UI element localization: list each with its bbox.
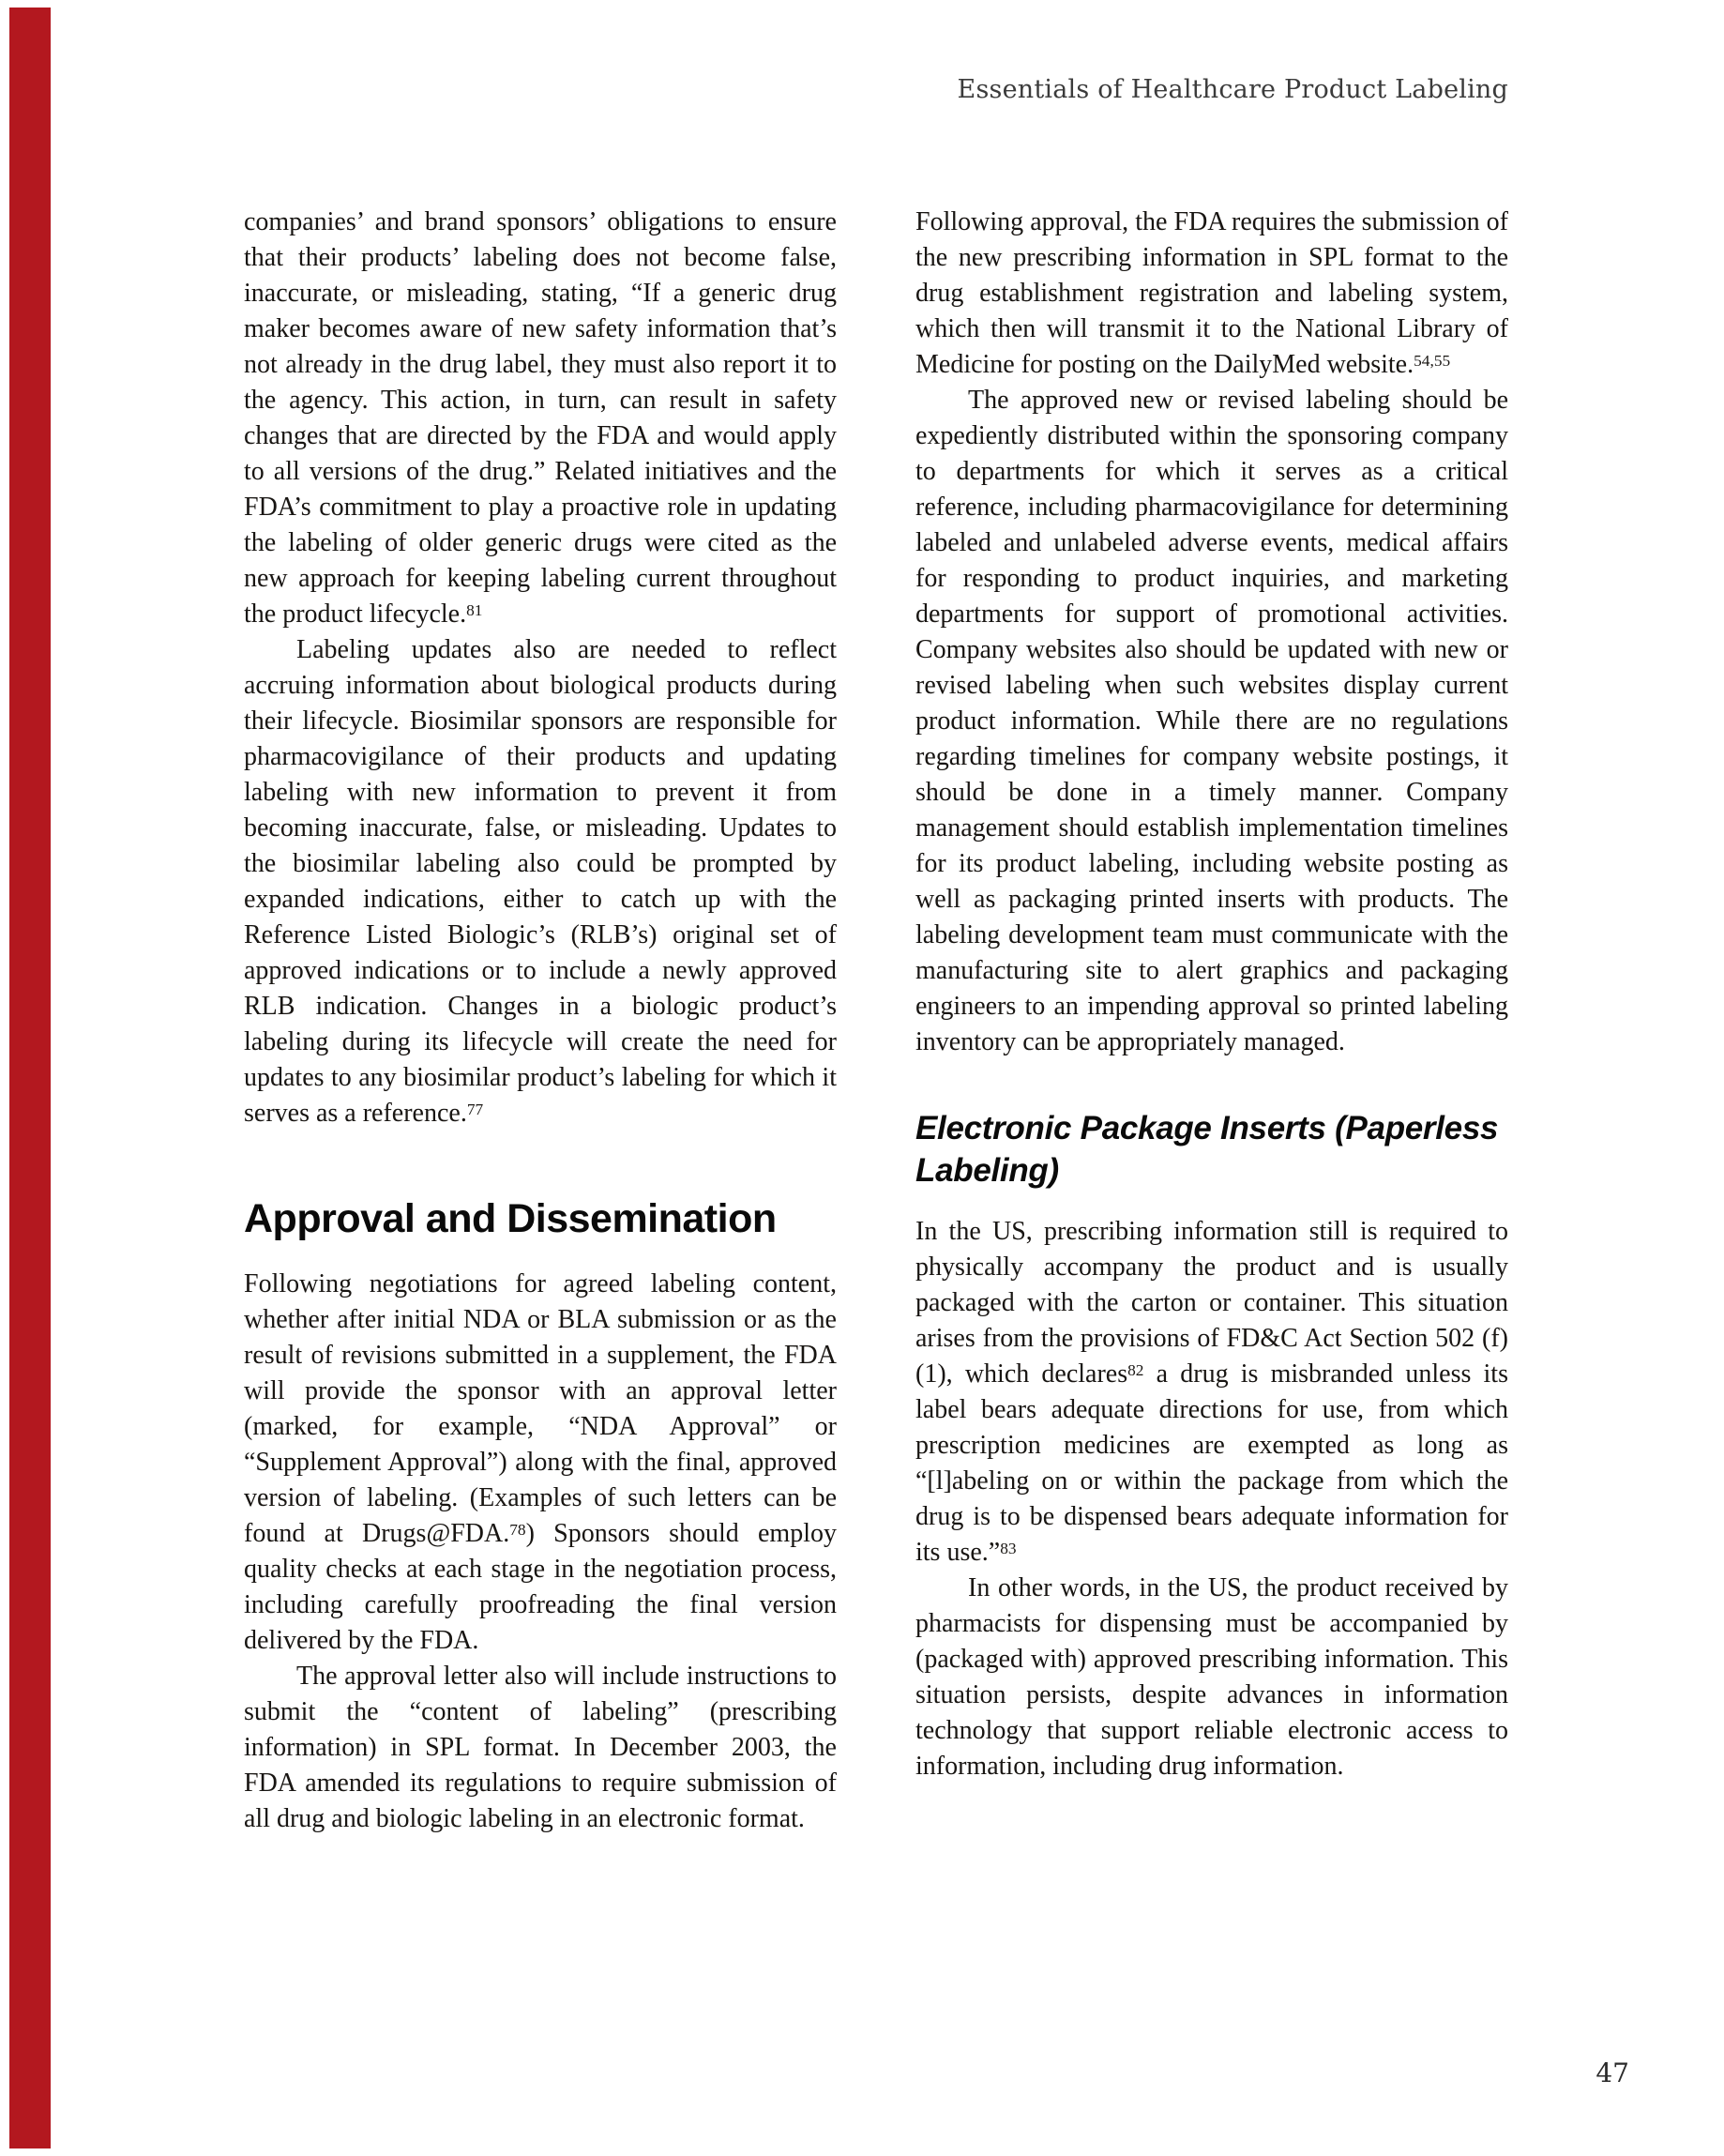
running-header: Essentials of Healthcare Product Labeling — [957, 75, 1508, 104]
page-number: 47 — [1595, 2057, 1629, 2088]
paragraph: Labeling updates also are needed to reflect accruing information about biological products during their lifecycle. Biosimilar sponsors are responsible for pharmacovigilance of their products and updating labeling with new information to prevent it from becoming inaccurate, false, or misleading. Updates to the biosimilar labeling also could be prompted by expanded indications, either to catch up with the Reference Listed Biologic’s (RLB’s) original set of approved indications or to include a newly approved RLB indication. Changes in a biologic product’s labeling during its lifecycle will create the need for updates to any biosimilar product’s labeling for which it serves as a reference.$^{77}$ — [244, 635, 837, 1128]
paragraph: The approved new or revised labeling should be expediently distributed within the sponsoring company to departments for which it serves as a critical reference, including pharmacovigilance for determining labeled and unlabeled adverse events, medical affairs for responding to product inquiries, and marketing departments for support of promotional activities. Company websites also should be updated with new or revised labeling when such websites display current product information. While there are no regulations regarding timelines for company website postings, it should be done in a timely manner. Company management should establish implementation timelines for its product labeling, including website posting as well as packaging printed inserts with products. The labeling development team must communicate with the manufacturing site to alert graphics and packaging engineers to an impending approval so printed labeling inventory can be appropriately managed. — [915, 386, 1508, 1056]
paragraph: companies’ and brand sponsors’ obligations to ensure that their products’ labeling does not become false, inaccurate, or misleading, stating, “If a generic drug maker becomes aware of new safety information that’s not already in the drug label, they must also report it to the agency. This action, in turn, can result in safety changes that are directed by the FDA and would apply to all versions of the drug.” Related initiatives and the FDA’s commitment to play a proactive role in updating the labeling of older generic drugs were cited as the new approach for keeping labeling current throughout the product lifecycle.$^{81}$ — [244, 207, 837, 629]
content-columns — [244, 205, 1508, 1837]
footnote-reference: 81 — [466, 600, 483, 619]
footnote-reference: 77 — [466, 1100, 484, 1118]
paragraph: In the US, prescribing information still is required to physically accompany the product and is usually packaged with the carton or container. This situation arises from the provisions of FD&C Act Section 502 (f)(1), which declares$^{82}$ a drug is misbranded unless its label bears adequate directions for use, from which prescription medicines are exempted as long as “[l]abeling on or within the package from which the drug is to be dispensed bears adequate information for its use.”$^{83}$ — [915, 1217, 1508, 1567]
footnote-reference: 78 — [509, 1520, 526, 1539]
right-column — [915, 205, 1508, 1837]
left-column — [244, 205, 837, 1837]
footnote-reference: 82 — [1127, 1360, 1144, 1379]
footnote-reference: 83 — [1000, 1539, 1017, 1557]
subsection-heading: Electronic Package Inserts (Paperless Labeling) — [915, 1110, 1499, 1189]
paragraph: The approval letter also will include instructions to submit the “content of labeling” (prescribing information) in SPL format. In December 2003, the FDA amended its regulations to require submission of all drug and biologic labeling in an electronic format. — [244, 1662, 837, 1833]
paragraph: Following approval, the FDA requires the submission of the new prescribing information in SPL format to the drug establishment registration and labeling system, which then will transmit it to the National Library of Medicine for posting on the DailyMed website.$^{54,55}$ — [915, 207, 1508, 379]
paragraph: In other words, in the US, the product received by pharmacists for dispensing must be accompanied by (packaged with) approved prescribing information. This situation persists, despite advances in information technology that support reliable electronic access to information, including drug information. — [915, 1573, 1508, 1781]
page-edge-accent-bar — [9, 8, 51, 2148]
paragraph: Following negotiations for agreed labeling content, whether after initial NDA or BLA submission or as the result of revisions submitted in a supplement, the FDA will provide the sponsor with an approval letter (marked, for example, “NDA Approval” or “Supplement Approval”) along with the final, approved version of labeling. (Examples of such letters can be found at Drugs@FDA.$^{78}$) Sponsors should employ quality checks at each stage in the negotiation process, including carefully proofreading the final version delivered by the FDA. — [244, 1269, 837, 1655]
footnote-reference: 54,55 — [1414, 351, 1451, 370]
section-heading: Approval and Dissemination — [244, 1196, 777, 1241]
